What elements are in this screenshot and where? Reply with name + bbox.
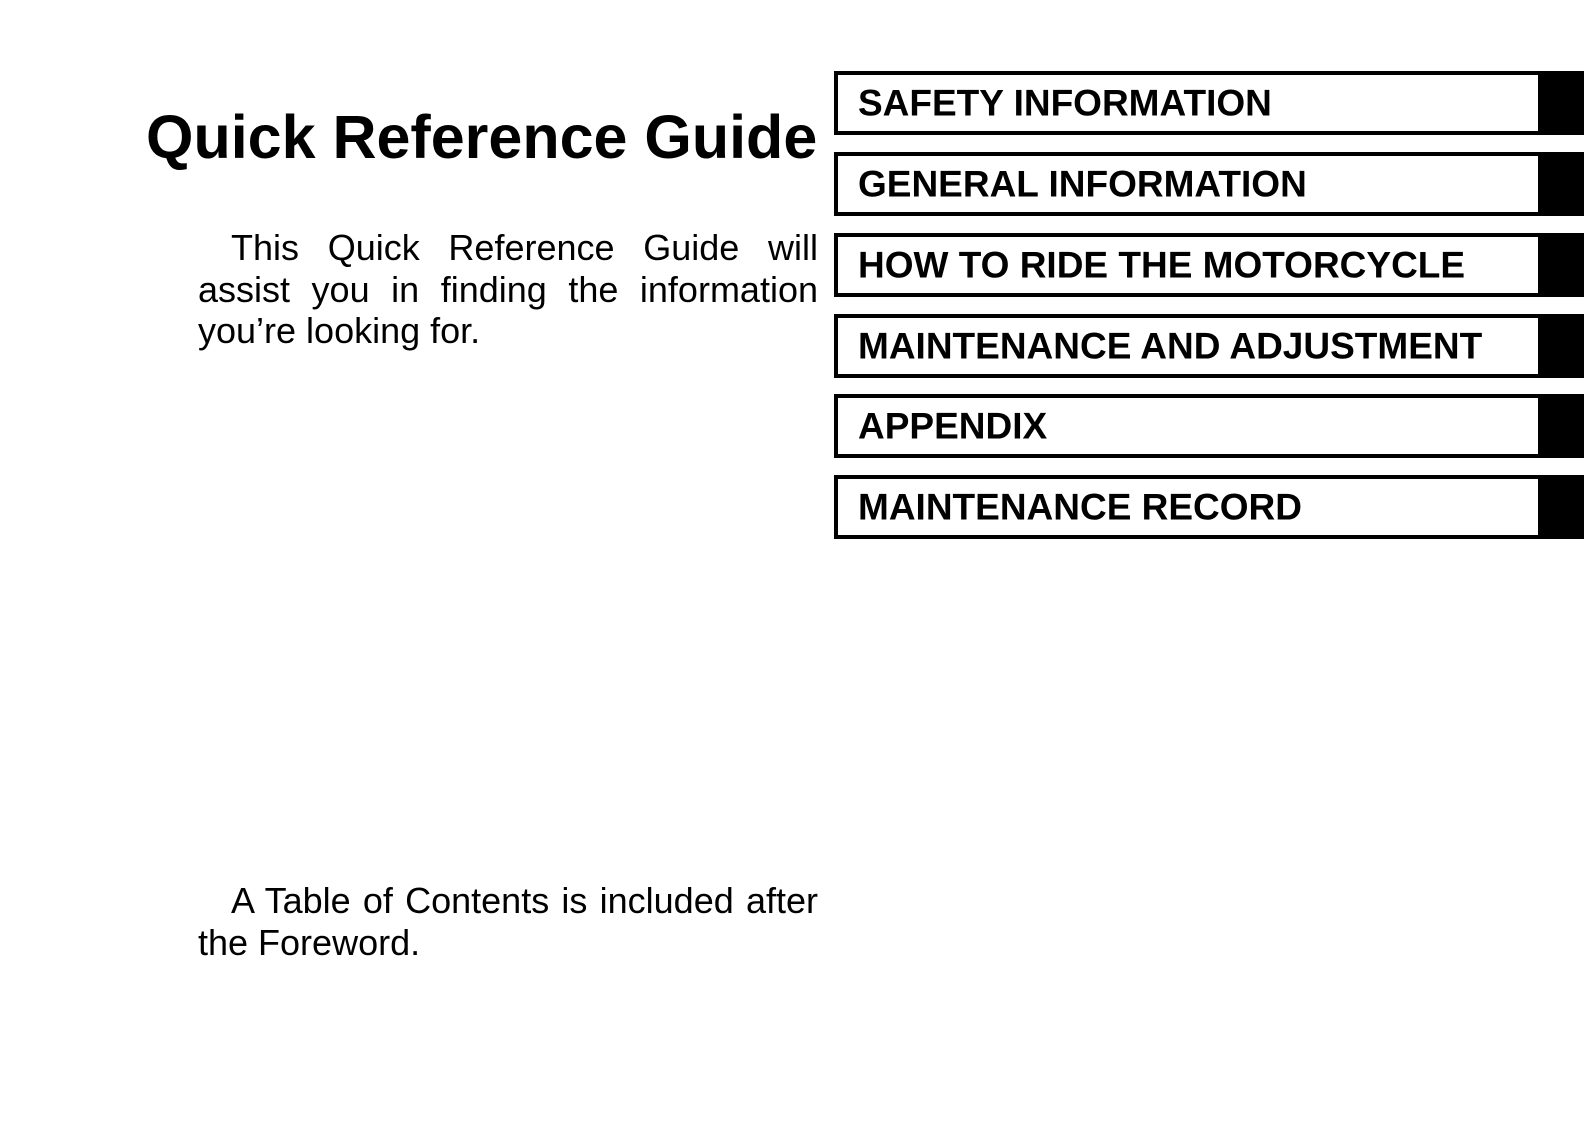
section-tab-how-to-ride[interactable]: [834, 233, 1584, 297]
table-of-contents-note: A Table of Contents is included after the Foreword.: [198, 880, 818, 963]
section-tab-maintenance-and-adjustment[interactable]: [834, 314, 1584, 378]
section-tab-label: SAFETY INFORMATION: [858, 82, 1272, 124]
section-thumb-marker: [1538, 152, 1584, 216]
section-tab-appendix[interactable]: [834, 394, 1584, 458]
section-tab-safety-information[interactable]: [834, 71, 1584, 135]
section-thumb-marker: [1538, 475, 1584, 539]
section-tab-maintenance-record[interactable]: [834, 475, 1584, 539]
section-tab-general-information[interactable]: [834, 152, 1584, 216]
section-tab-label: APPENDIX: [858, 405, 1048, 447]
section-thumb-marker: [1538, 314, 1584, 378]
section-tab-label: GENERAL INFORMATION: [858, 163, 1307, 205]
page-title: Quick Reference Guide: [146, 103, 818, 171]
section-tab-label: MAINTENANCE RECORD: [858, 486, 1302, 528]
section-thumb-marker: [1538, 71, 1584, 135]
section-thumb-marker: [1538, 233, 1584, 297]
section-tab-label: HOW TO RIDE THE MOTORCYCLE: [858, 244, 1466, 286]
section-tab-label: MAINTENANCE AND ADJUSTMENT: [858, 325, 1483, 367]
intro-paragraph: This Quick Reference Guide will assist you in finding the information you’re looking for.: [198, 227, 818, 351]
section-tab-list: [834, 71, 1584, 541]
section-thumb-marker: [1538, 394, 1584, 458]
